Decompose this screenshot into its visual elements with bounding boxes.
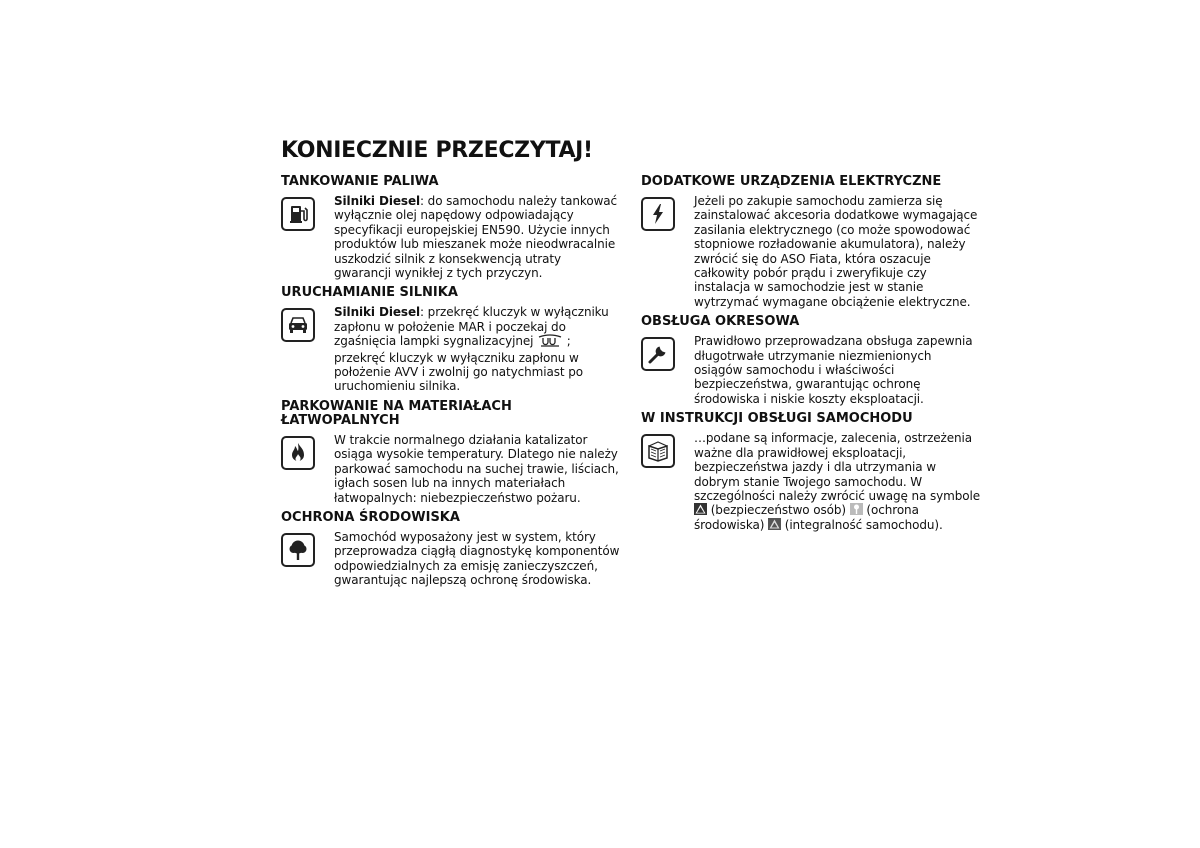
left-column [281,175,621,594]
section-text: …podane są informacje, zalecenia, ostrzeżenia ważne dla prawidłowej eksploatacji, bezpieczeństwa jazdy i dla utrzymania w dobrym stanie Twojego samochodu. W szczególności należy zwrócić uwagę na symbole (bezpieczeństwo osób) (ochrona środowiska) (integralność samochodu). [694,431,981,532]
section-title: OCHRONA ŚRODOWISKA [281,509,460,525]
fuel-pump-icon [281,197,315,231]
wrench-icon [641,337,675,371]
flame-icon [281,436,315,470]
tree-icon [281,533,315,567]
section-environment [281,511,621,588]
environment-symbol-icon [850,503,863,515]
section-text: W trakcie normalnego działania katalizator osiąga wysokie temperatury. Dlatego nie należy parkować samochodu na suchej trawie, liściach, igłach sosen lub na innych materiałach łatwopalnych: niebezpieczeństwo pożaru. [334,432,619,505]
section-text: Samochód wyposażony jest w system, który przeprowadza ciągłą diagnostykę komponentów odpowiedzialnych za emisję zanieczyszczeń, gwarantując najlepszą ochronę środowiska. [334,529,620,588]
section-text: Silniki Diesel: przekręć kluczyk w wyłączniku zapłonu w położenie MAR i poczekaj do zgaśnięcia lampki sygnalizacyjnej ; przekręć kluczyk w wyłączniku zapłonu w położenie AVV i zwolnij go natychmiast po uruchomieniu silnika. [334,305,609,394]
right-column [641,175,981,538]
glow-plug-icon [537,334,563,350]
warning-triangle-icon [694,503,707,515]
section-title: DODATKOWE URZĄDZENIA ELEKTRYCZNE [641,174,942,189]
section-text: Silniki Diesel: do samochodu należy tankować wyłącznie olej napędowy odpowiadający specyfikacji europejskiej EN590. Użycie innych produktów lub mieszanek może nieodwracalnie uszkodzić silnik z konsekwencją utraty gwarancji wynikłej z tych przyczyn. [334,194,618,281]
page-title: KONIECZNIE PRZECZYTAJ! [281,138,593,163]
section-title: PARKOWANIE NA MATERIAŁACH ŁATWOPALNYCH [281,398,512,428]
section-title: OBSŁUGA OKRESOWA [641,314,800,330]
section-title: URUCHAMIANIE SILNIKA [281,285,458,301]
book-icon [641,434,675,468]
section-manual [641,412,981,532]
section-refueling [281,175,621,280]
section-text: Prawidłowo przeprowadzana obsługa zapewnia długotrwałe utrzymanie niezmienionych osiągów samochodu i właściwości bezpieczeństwa, gwarantując ochronę środowiska i niskie koszty eksploatacji. [694,334,973,406]
section-title: W INSTRUKCJI OBSŁUGI SAMOCHODU [641,411,913,427]
section-title: TANKOWANIE PALIWA [281,174,439,189]
car-icon [281,308,315,342]
section-electrical [641,175,981,309]
section-text: Jeżeli po zakupie samochodu zamierza się zainstalować akcesoria dodatkowe wymagające zasilania elektrycznego (co może spowodować stopniowe rozładowanie akumulatora), należy zwrócić się do ASO Fiata, która oszacuje całkowity pobór prądu i zweryfikuje czy instalacja w samochodzie jest w stanie wytrzymać wymagane obciążenie elektryczne. [694,194,978,309]
lightning-icon [641,197,675,231]
section-parking [281,400,621,505]
vehicle-integrity-triangle-icon [768,518,781,530]
section-maintenance [641,315,981,406]
section-engine-start [281,286,621,393]
